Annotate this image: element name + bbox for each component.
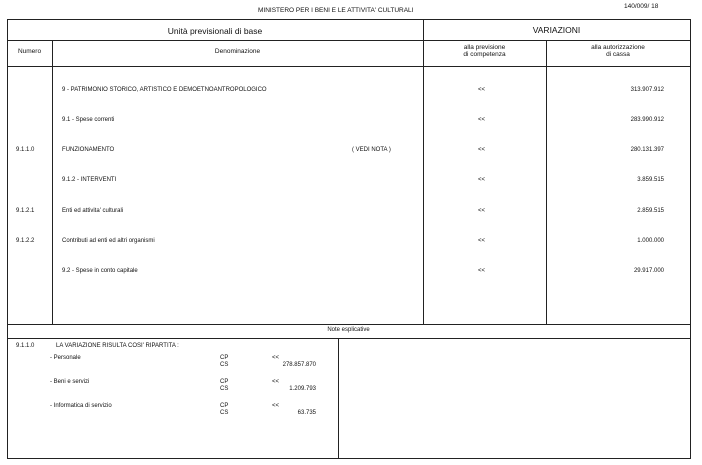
- notes-item-cp-value: <<: [272, 379, 280, 385]
- row-denominazione: FUNZIONAMENTO: [62, 147, 115, 153]
- notes-item-cs: CS: [220, 410, 229, 416]
- row-competenza: <<: [478, 87, 486, 93]
- notes-numero: 9.1.1.0: [16, 343, 35, 349]
- row-denominazione: 9.1.2 - INTERVENTI: [62, 177, 117, 183]
- col-header-cassa: [546, 44, 690, 58]
- row-denominazione: Enti ed attivita' culturali: [62, 208, 124, 214]
- row-cassa: 280.131.397: [630, 147, 664, 153]
- col-group-variazioni: VARIAZIONI: [532, 25, 581, 35]
- page-reference: 140/009/ 18: [624, 3, 659, 10]
- row-competenza: <<: [478, 177, 486, 183]
- col-group-unita: Unità previsionali di base: [167, 26, 263, 36]
- row-numero: 9.1.2.1: [16, 208, 35, 214]
- col-header-cassa-line2: di cassa: [606, 51, 630, 58]
- row-cassa: 313.907.912: [630, 87, 664, 93]
- row-competenza: <<: [478, 238, 486, 244]
- notes-item-cp: CP: [220, 379, 229, 385]
- row-denominazione: 9.1 - Spese correnti: [62, 117, 115, 123]
- notes-item-cs: CS: [220, 362, 229, 368]
- notes-item-cp: CP: [220, 355, 229, 361]
- notes-item-label: - Beni e servizi: [50, 379, 90, 385]
- row-cassa: 3.859.515: [637, 177, 664, 183]
- notes-item-label: - Personale: [50, 355, 81, 361]
- row-numero: 9.1.2.2: [16, 238, 35, 244]
- ministry-title: MINISTERO PER I BENI E LE ATTIVITA' CULTURALI: [258, 7, 414, 14]
- row-competenza: <<: [478, 268, 486, 274]
- col-header-numero: Numero: [17, 48, 42, 55]
- col-header-cassa-line1: alla autorizzazione: [591, 44, 645, 51]
- row-cassa: 2.859.515: [637, 208, 664, 214]
- notes-item-cs-value: 63.735: [297, 410, 316, 416]
- notes-item-cs-value: 278.857.870: [282, 362, 316, 368]
- row-denominazione: 9.2 - Spese in conto capitale: [62, 268, 138, 274]
- col-header-competenza: [423, 44, 546, 58]
- notes-item-cp-value: <<: [272, 355, 280, 361]
- notes-heading: LA VARIAZIONE RISULTA COSI' RIPARTITA :: [56, 343, 179, 349]
- notes-item-label: - Informatica di servizio: [50, 403, 112, 409]
- notes-item-cp: CP: [220, 403, 229, 409]
- row-competenza: <<: [478, 208, 486, 214]
- row-numero: 9.1.1.0: [16, 147, 35, 153]
- row-competenza: <<: [478, 147, 486, 153]
- col-header-competenza-line1: alla previsione: [463, 44, 506, 51]
- row-cassa: 283.990.912: [630, 117, 664, 123]
- row-denominazione: Contributi ad enti ed altri organismi: [62, 238, 155, 244]
- col-header-denominazione: Denominazione: [214, 48, 261, 55]
- col-header-competenza-line2: di competenza: [463, 51, 506, 58]
- notes-item-cs-value: 1.209.793: [289, 386, 316, 392]
- row-competenza: <<: [478, 117, 486, 123]
- row-nota: ( VEDI NOTA ): [352, 147, 391, 153]
- notes-item-cp-value: <<: [272, 403, 280, 409]
- notes-title: Note esplicative: [327, 327, 370, 333]
- row-cassa: 29.917.000: [633, 268, 664, 274]
- row-denominazione: 9 - PATRIMONIO STORICO, ARTISTICO E DEMOETNOANTROPOLOGICO: [62, 87, 267, 93]
- notes-item-cs: CS: [220, 386, 229, 392]
- row-cassa: 1.000.000: [637, 238, 664, 244]
